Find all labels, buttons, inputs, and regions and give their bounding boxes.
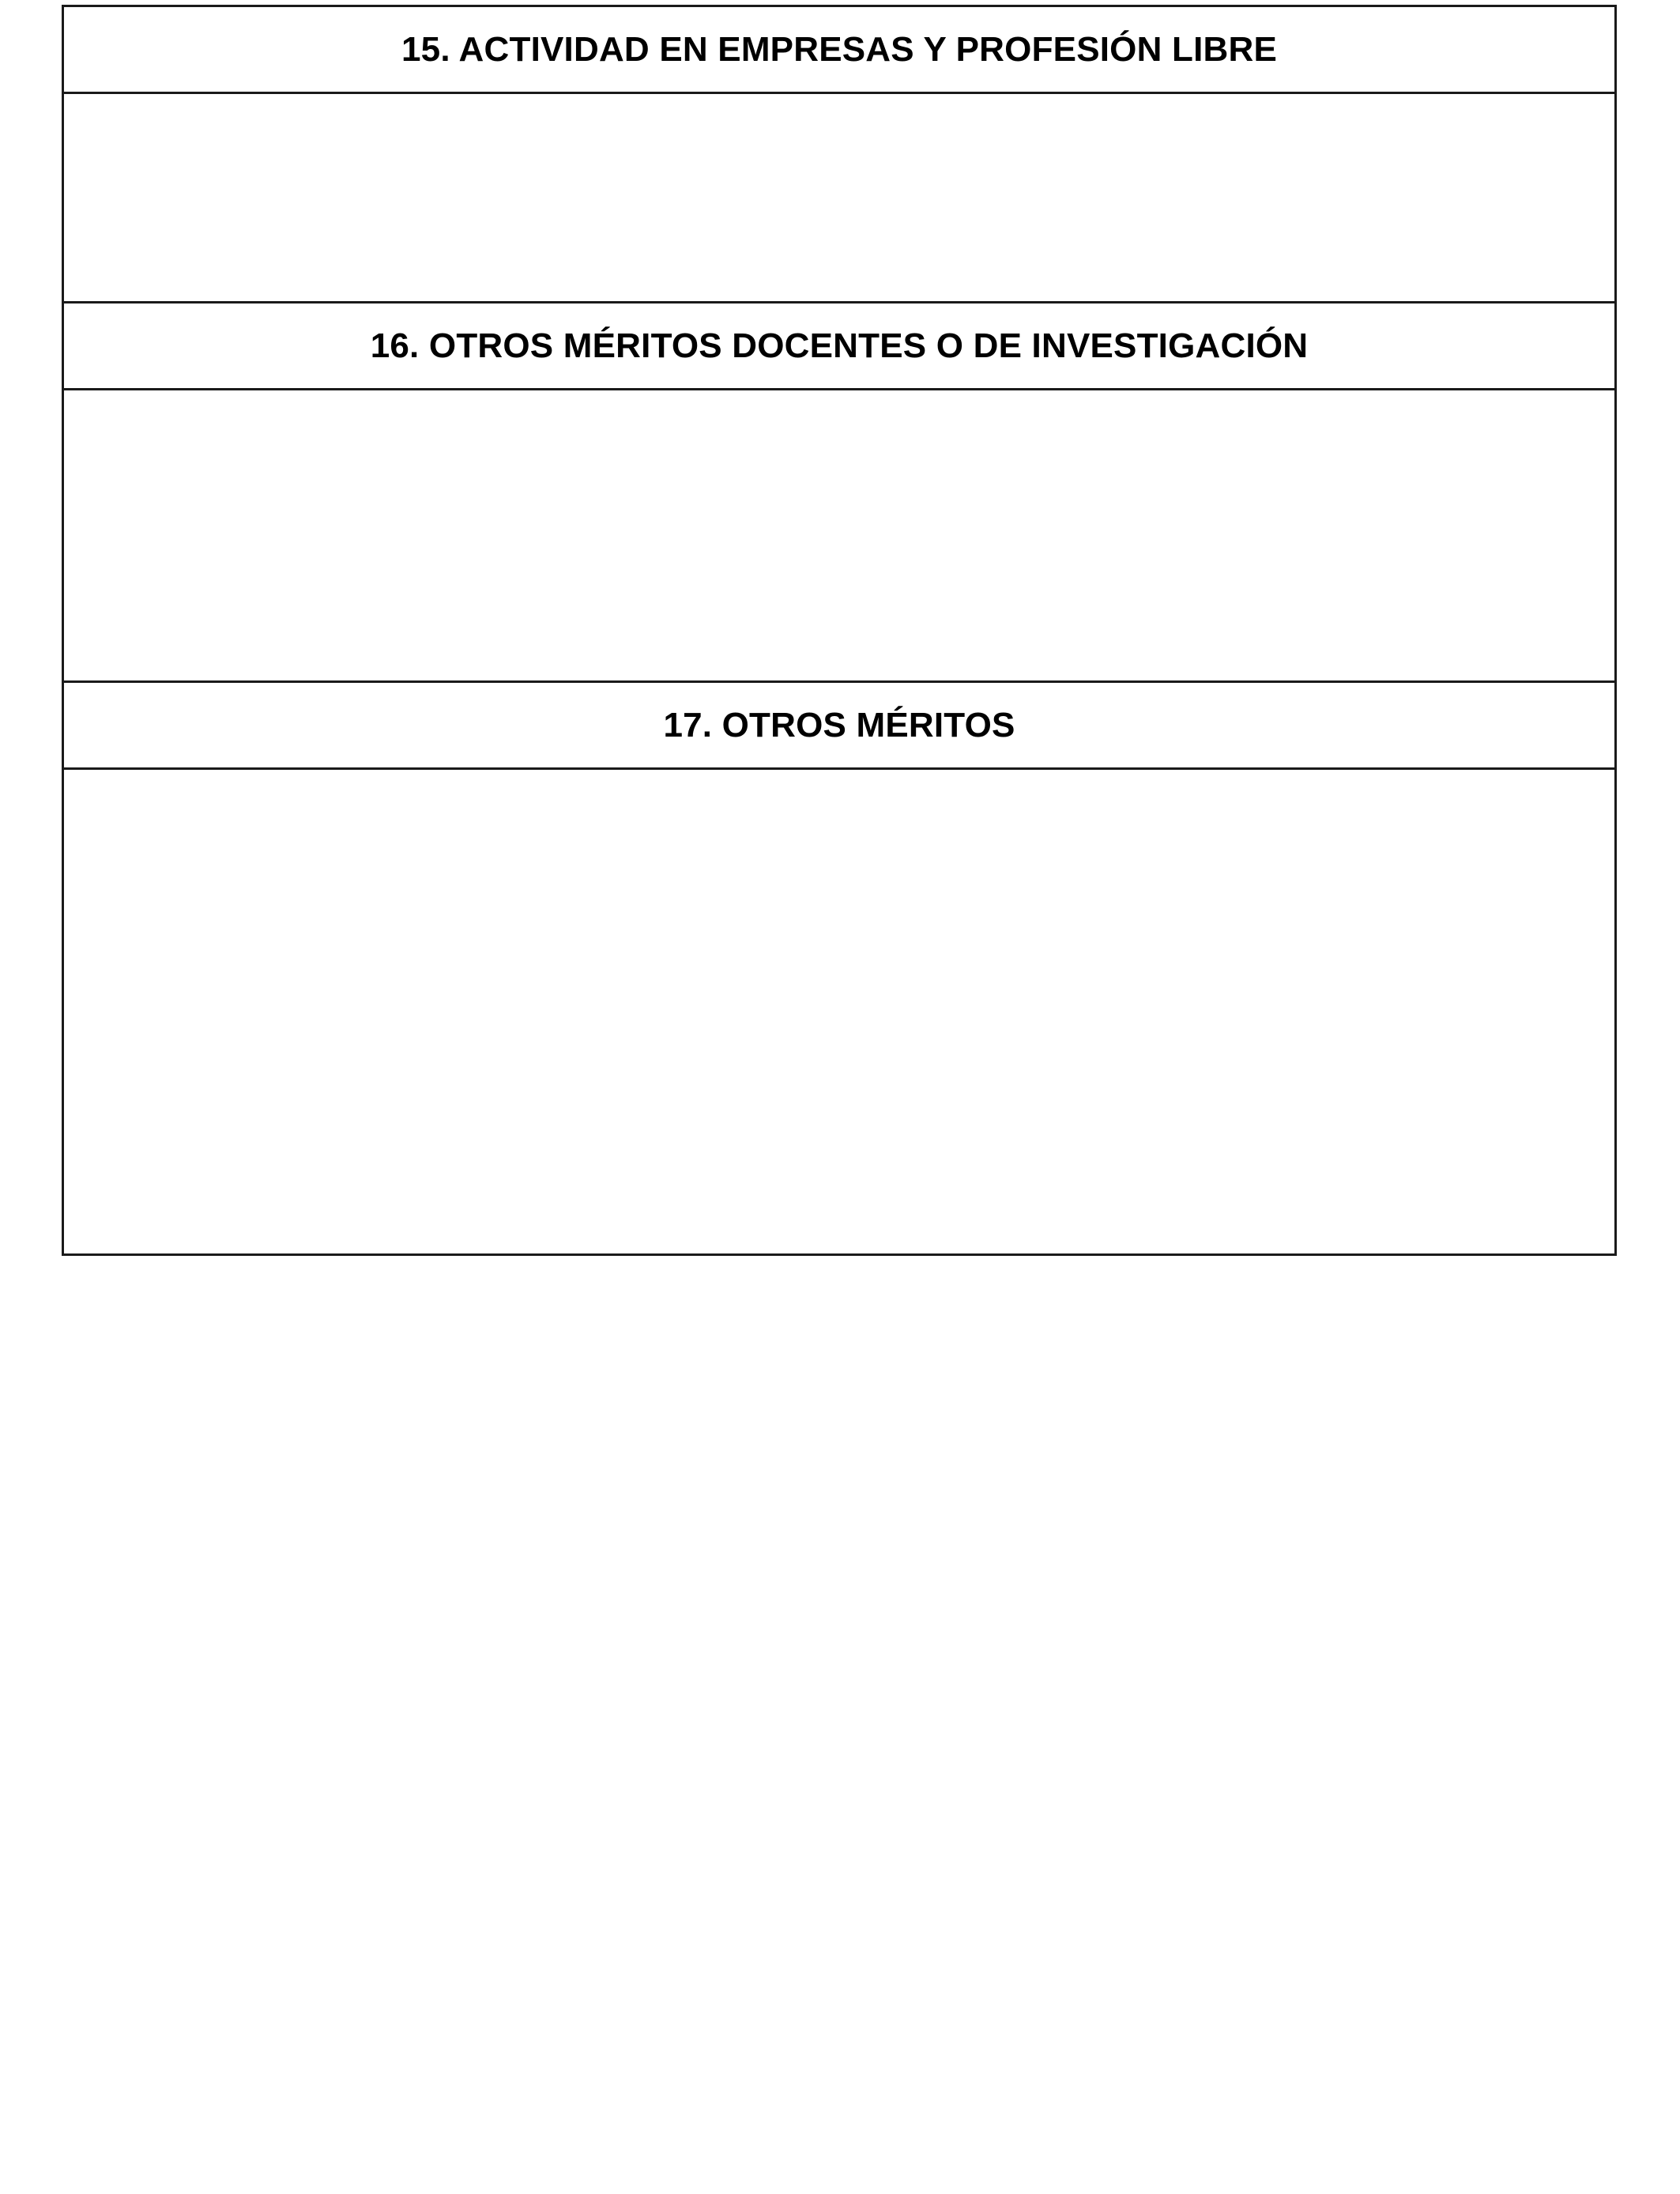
section-title-16: 16. OTROS MÉRITOS DOCENTES O DE INVESTIGACIÓN xyxy=(370,326,1309,365)
section-body-15[interactable] xyxy=(64,94,1614,303)
section-title-17: 17. OTROS MÉRITOS xyxy=(663,705,1015,745)
section-body-17[interactable] xyxy=(64,770,1614,1253)
section-title-15: 15. ACTIVIDAD EN EMPRESAS Y PROFESIÓN LIBRE xyxy=(401,29,1277,69)
section-body-16[interactable] xyxy=(64,390,1614,683)
merits-form-table xyxy=(62,5,1617,1256)
section-header-15 xyxy=(64,7,1614,94)
section-header-17 xyxy=(64,683,1614,770)
section-header-16 xyxy=(64,303,1614,390)
